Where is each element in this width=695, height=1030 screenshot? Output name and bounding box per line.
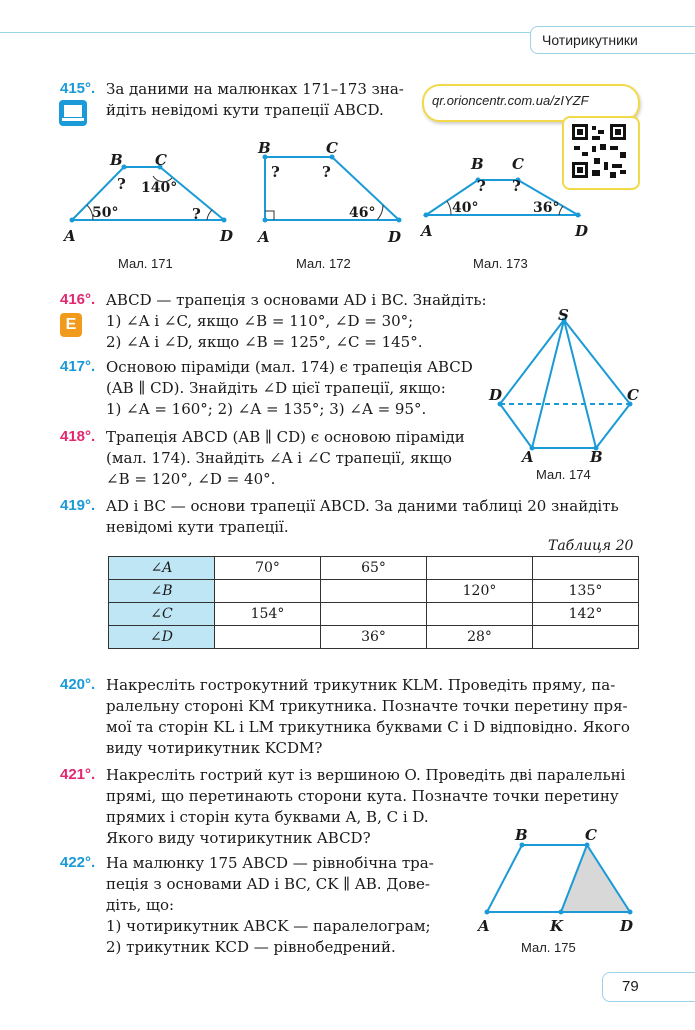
problem-422-line3: діть, що: xyxy=(106,896,175,914)
problem-421-line2: прямі, що перетинають сторони кута. Позначте точки перетину xyxy=(106,787,619,805)
problem-421-line1: Накресліть гострий кут із вершиною O. Проведіть дві паралельні xyxy=(106,766,626,784)
fig174-label-C: C xyxy=(627,386,639,404)
problem-419-number: 419°. xyxy=(60,497,96,514)
problem-415-number: 415°. xyxy=(60,80,96,97)
problem-421-line3: прямих і сторін кута буквами A, B, C і D. xyxy=(106,808,429,826)
table-20 xyxy=(108,556,639,649)
table-row xyxy=(109,603,639,626)
problem-416-number: 416°. xyxy=(60,291,96,308)
fig172-angle-D: 46° xyxy=(349,205,376,221)
problem-422-line1: На малюнку 175 ABCD — рівнобічна тра- xyxy=(106,854,434,872)
table-cell xyxy=(427,557,533,580)
table-cell: 154° xyxy=(215,603,321,626)
problem-421-line4: Якого виду чотирикутник ABCD? xyxy=(106,829,371,847)
table-cell: 142° xyxy=(533,603,639,626)
fig171-label-B: B xyxy=(110,151,123,169)
table-cell: ∠D xyxy=(109,626,215,649)
fig172-caption: Мал. 172 xyxy=(296,256,351,271)
fig175-label-A: A xyxy=(478,917,490,935)
fig174-label-S: S xyxy=(558,306,569,324)
fig173-label-B: B xyxy=(471,155,484,173)
problem-422-line4: 1) чотирикутник ABCK — паралелограм; xyxy=(106,917,431,935)
fig171-label-C: C xyxy=(155,151,167,169)
table-cell: ∠C xyxy=(109,603,215,626)
fig174-label-B: B xyxy=(590,448,603,466)
fig174-label-D: D xyxy=(489,386,503,404)
problem-420-line2: ралельну стороні KM трикутника. Позначте точки перетину пря- xyxy=(106,697,628,715)
fig175-label-K: K xyxy=(550,917,564,935)
page-number-tab xyxy=(602,972,695,1002)
fig171-label-D: D xyxy=(220,227,234,245)
fig175-caption: Мал. 175 xyxy=(521,940,576,955)
fig175-label-B: B xyxy=(515,826,528,844)
table-cell: 135° xyxy=(533,580,639,603)
fig173-label-C: C xyxy=(512,155,524,173)
figure-172 xyxy=(265,157,399,220)
table-cell xyxy=(215,626,321,649)
fig173-q1: ? xyxy=(477,177,486,195)
problem-418-line1: Трапеція ABCD (AB ∥ CD) є основою піраміди xyxy=(106,428,465,446)
problem-419-line1: AD і BC — основи трапеції ABCD. За даними таблиці 20 знайдіть xyxy=(106,497,619,515)
fig171-caption: Мал. 171 xyxy=(118,256,173,271)
figure-175 xyxy=(475,830,645,925)
problem-418-line3: ∠B = 120°, ∠D = 40°. xyxy=(106,470,276,488)
fig175-label-D: D xyxy=(620,917,634,935)
fig173-label-A: A xyxy=(421,222,433,240)
problem-417-number: 417°. xyxy=(60,358,96,375)
table-cell xyxy=(427,603,533,626)
table-cell: 65° xyxy=(321,557,427,580)
fig174-caption: Мал. 174 xyxy=(536,467,591,482)
problem-422-line5: 2) трикутник KCD — рівнобедрений. xyxy=(106,938,396,956)
fig173-q2: ? xyxy=(512,177,521,195)
computer-icon xyxy=(59,100,87,126)
problem-421-number: 421°. xyxy=(60,766,96,783)
table-cell: 120° xyxy=(427,580,533,603)
table-row xyxy=(109,557,639,580)
table-cell: 70° xyxy=(215,557,321,580)
problem-422-number: 422°. xyxy=(60,854,96,871)
problem-415-line2: йдіть невідомі кути трапеції ABCD. xyxy=(106,101,384,119)
problem-418-number: 418°. xyxy=(60,428,96,445)
fig173-angle-D: 36° xyxy=(533,200,560,216)
fig175-label-C: C xyxy=(585,826,597,844)
fig171-q1: ? xyxy=(117,175,126,193)
problem-422-line2: пеція з основами AD і BC, CK ∥ AB. Дове- xyxy=(106,875,430,893)
table20-caption: Таблиця 20 xyxy=(548,538,634,554)
table-cell: ∠B xyxy=(109,580,215,603)
problem-417-line3: 1) ∠A = 160°; 2) ∠A = 135°; 3) ∠A = 95°. xyxy=(106,400,427,418)
table-cell: 36° xyxy=(321,626,427,649)
problem-419-line2: невідомі кути трапеції. xyxy=(106,518,289,536)
fig171-angle-A: 50° xyxy=(92,205,119,221)
table-cell xyxy=(533,626,639,649)
problem-420-number: 420°. xyxy=(60,676,96,693)
problem-420-line1: Накресліть гострокутний трикутник KLM. Проведіть пряму, па- xyxy=(106,676,616,694)
e-badge-icon[interactable]: E xyxy=(60,313,82,337)
fig171-label-A: A xyxy=(64,227,76,245)
table-cell xyxy=(321,603,427,626)
fig171-q2: ? xyxy=(192,205,201,223)
problem-416-line2: 1) ∠A і ∠C, якщо ∠B = 110°, ∠D = 30°; xyxy=(106,312,414,330)
problem-420-line3: мої та сторін KL і LM трикутника буквами C і D відповідно. Якого xyxy=(106,718,630,736)
table-cell: 28° xyxy=(427,626,533,649)
fig173-angle-A: 40° xyxy=(452,200,479,216)
fig172-label-A: A xyxy=(258,228,270,246)
fig172-q1: ? xyxy=(271,163,280,181)
fig171-angle-C: 140° xyxy=(141,180,178,196)
fig173-caption: Мал. 173 xyxy=(473,256,528,271)
problem-416-line3: 2) ∠A і ∠D, якщо ∠B = 125°, ∠C = 145°. xyxy=(106,333,423,351)
table-row xyxy=(109,580,639,603)
fig172-label-C: C xyxy=(326,139,338,157)
fig172-q2: ? xyxy=(322,163,331,181)
table-cell: ∠A xyxy=(109,557,215,580)
problem-417-line1: Основою піраміди (мал. 174) є трапеція ABCD xyxy=(106,358,473,376)
fig174-label-A: A xyxy=(522,448,534,466)
problem-417-line2: (AB ∥ CD). Знайдіть ∠D цієї трапеції, якщо: xyxy=(106,379,446,397)
problem-416-line1: ABCD — трапеція з основами AD і BC. Знайдіть: xyxy=(106,291,487,309)
page-number: 79 xyxy=(622,978,639,995)
table-cell xyxy=(533,557,639,580)
problem-418-line2: (мал. 174). Знайдіть ∠A і ∠C трапеції, якщо xyxy=(106,449,452,467)
problem-420-line4: виду чотирикутник KCDM? xyxy=(106,739,323,757)
fig173-label-D: D xyxy=(575,222,589,240)
chapter-title: Чотирикутники xyxy=(542,32,638,48)
table-cell xyxy=(215,580,321,603)
problem-415-line1: За даними на малюнках 171–173 зна- xyxy=(106,80,404,98)
table-cell xyxy=(321,580,427,603)
fig172-label-D: D xyxy=(388,228,402,246)
qr-url[interactable]: qr.orioncentr.com.ua/zIYZF xyxy=(432,93,589,108)
table-row xyxy=(109,626,639,649)
fig172-label-B: B xyxy=(258,139,271,157)
